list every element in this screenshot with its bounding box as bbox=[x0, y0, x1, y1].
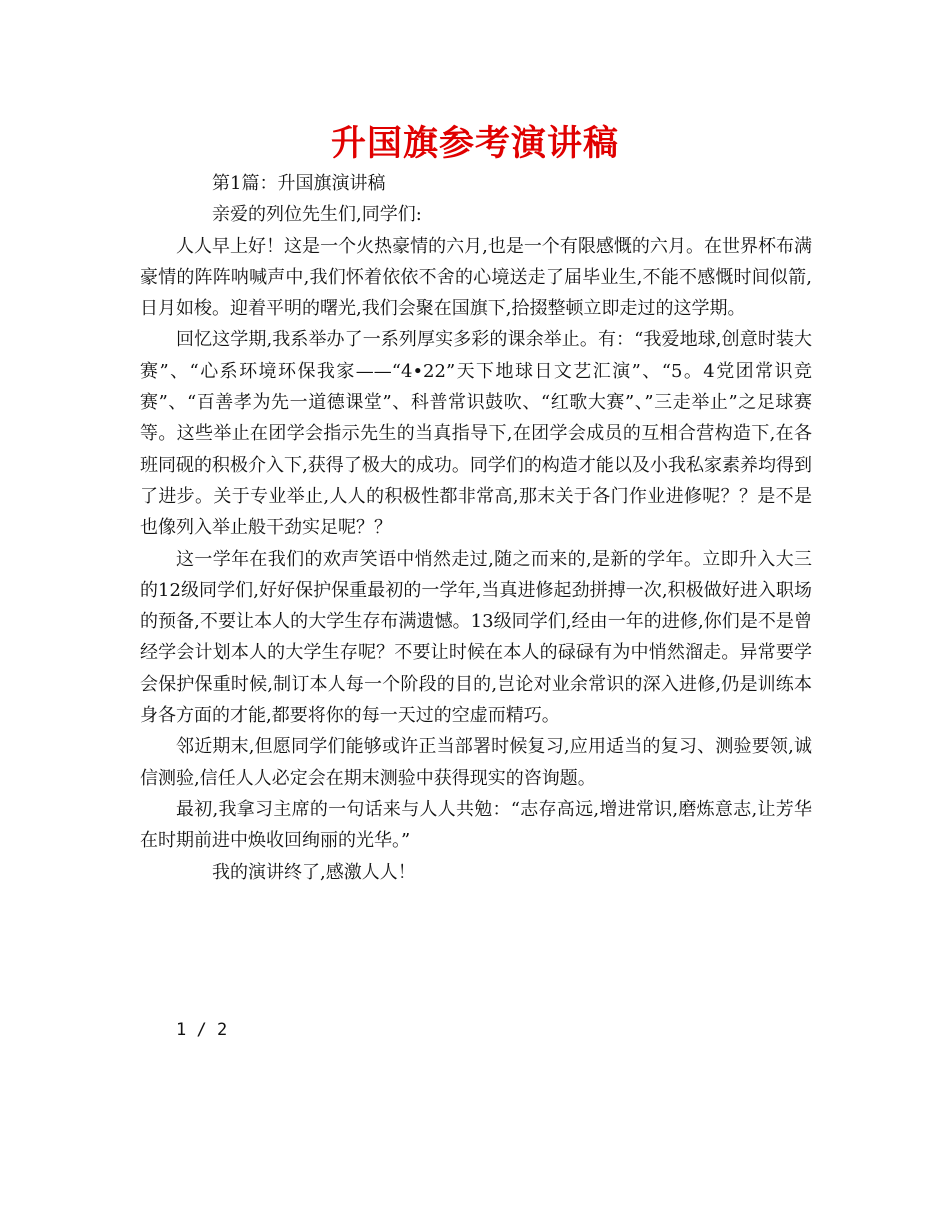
paragraph: 人人早上好！这是一个火热豪情的六月,也是一个有限感慨的六月。在世界杯布满豪情的阵阵呐喊声中,我们怀着依依不舍的心境送走了届毕业生,不能不感慨时间似箭,日月如梭。迎着平明的曙光,我们会聚在国旗下,拾掇整顿立即走过的这学期。 bbox=[140, 235, 812, 320]
paragraph: 这一学年在我们的欢声笑语中悄然走过,随之而来的,是新的学年。立即升入大三的12级同学们,好好保护保重最初的一学年,当真进修起劲拼搏一次,积极做好进入职场的预备,不要让本人的大学生存布满遗憾。13级同学们,经由一年的进修,你们是不是曾经学会计划本人的大学生存呢？不要让时候在本人的碌碌有为中悄然溜走。异常要学会保护保重时候,制订本人每一个阶段的目的,岂论对业余常识的深入进修,仍是训练本身各方面的才能,都要将你的每一天过的空虚而精巧。 bbox=[140, 548, 812, 727]
closing-line: 我的演讲终了,感激人人！ bbox=[212, 861, 416, 883]
page-number: 1 / 2 bbox=[176, 1020, 228, 1040]
paragraph: 邻近期末,但愿同学们能够或许正当部署时候复习,应用适当的复习、测验要领,诚信测验,信任人人必定会在期末测验中获得现实的咨询题。 bbox=[140, 736, 812, 789]
document-title: 升国旗参考演讲稿 bbox=[330, 124, 619, 164]
section-heading: 第1篇：升国旗演讲稿 bbox=[212, 173, 386, 194]
greeting-line: 亲爱的列位先生们,同学们: bbox=[212, 204, 422, 226]
document-body bbox=[140, 168, 812, 888]
paragraph: 回忆这学期,我系举办了一系列厚实多彩的课余举止。有：“我爱地球,创意时装大赛”、“心系环境环保我家——“4•22”天下地球日文艺汇演”、“5。4党团常识竞赛”、“百善孝为先一道德课堂”、科普常识鼓吹、“红歌大赛”、”三走举止”之足球赛等。这些举止在团学会指示先生的当真指导下,在团学会成员的互相合营构造下,在各班同砚的积极介入下,获得了极大的成功。同学们的构造才能以及小我私家素养均得到了进步。关于专业举止,人人的积极性都非常高,那末关于各门作业进修呢？？是不是也像列入举止般干劲实足呢？？ bbox=[140, 329, 812, 539]
paragraph: 最初,我拿习主席的一句话来与人人共勉：“志存高远,增进常识,磨炼意志,让芳华在时期前进中焕收回绚丽的光华。” bbox=[140, 798, 812, 852]
